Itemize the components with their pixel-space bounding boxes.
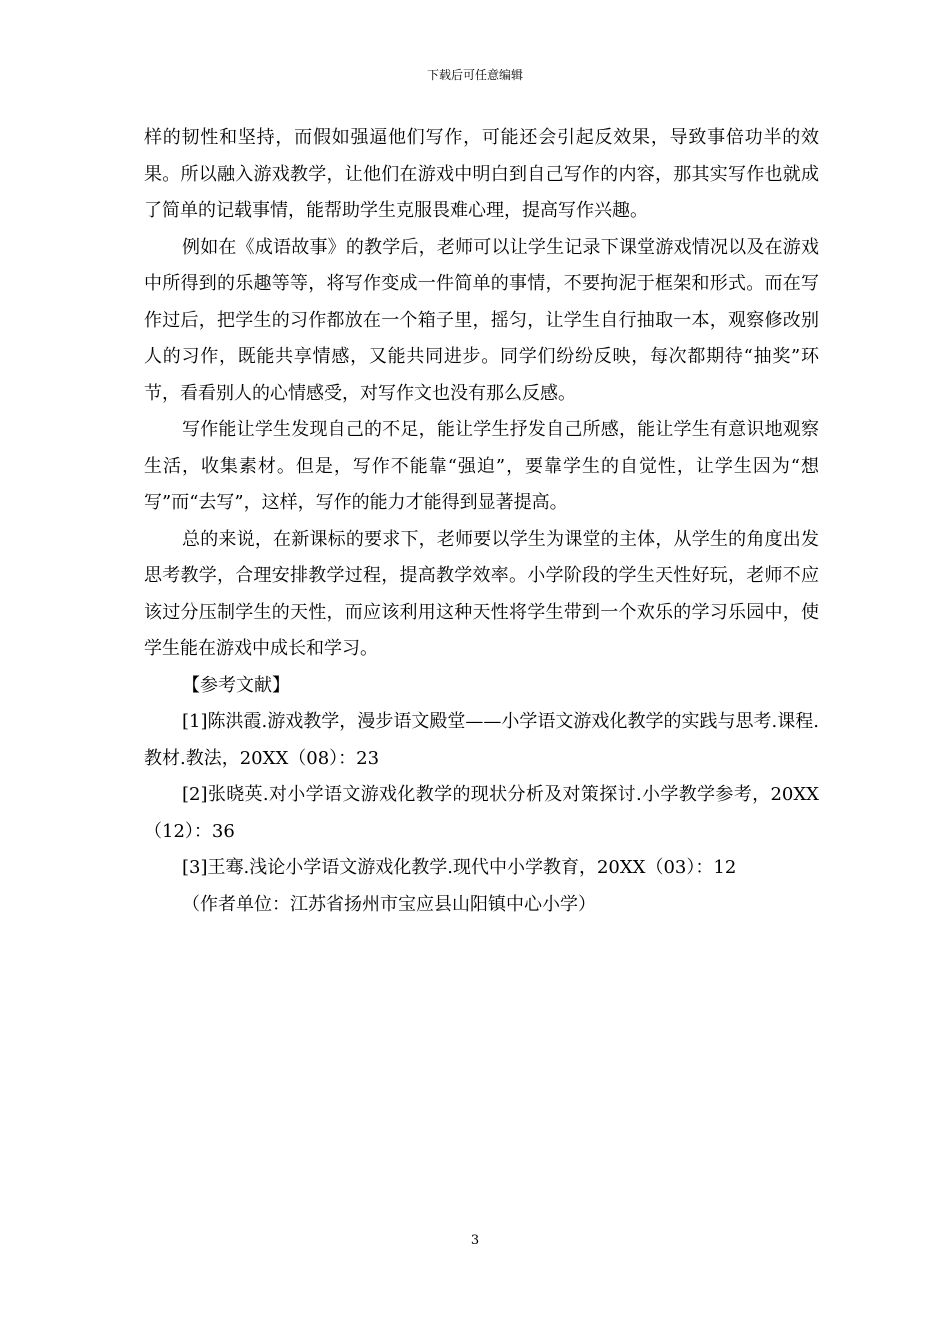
reference-item-2: [2]张晓英.对小学语文游戏化教学的现状分析及对策探讨.小学教学参考，20XX（12）：36 <box>144 784 819 842</box>
paragraph-writing-benefits: 写作能让学生发现自己的不足，能让学生抒发自己所感，能让学生有意识地观察生活，收集素材。但是，写作不能靠“强迫”，要靠学生的自觉性，让学生因为“想写”而“去写”，这样，写作的能力才能得到显著提高。 <box>144 419 819 513</box>
page-number: 3 <box>470 1233 480 1248</box>
reference-item-3: [3]王骞.浅论小学语文游戏化教学.现代中小学教育，20XX（03）：12 <box>182 857 737 878</box>
paragraph-continuation: 样的韧性和坚持，而假如强逼他们写作，可能还会引起反效果，导致事倍功半的效果。所以融入游戏教学，让他们在游戏中明白到自己写作的内容，那其实写作也就成了简单的记载事情，能帮助学生克服畏难心理，提高写作兴趣。 <box>144 127 819 221</box>
references-heading: 【参考文献】 <box>182 674 290 696</box>
reference-item-1: [1]陈洪霞.游戏教学，漫步语文殿堂——小学语文游戏化教学的实践与思考.课程.教材.教法，20XX（08）：23 <box>144 711 819 769</box>
document-body <box>144 120 819 923</box>
page-header: 下载后可任意编辑 <box>426 68 523 82</box>
paragraph-conclusion: 总的来说，在新课标的要求下，老师要以学生为课堂的主体，从学生的角度出发思考教学，合理安排教学过程，提高教学效率。小学阶段的学生天性好玩，老师不应该过分压制学生的天性，而应该利用这种天性将学生带到一个欢乐的学习乐园中，使学生能在游戏中成长和学习。 <box>144 528 819 659</box>
author-unit: （作者单位：江苏省扬州市宝应县山阳镇中心小学） <box>182 893 596 915</box>
paragraph-example: 例如在《成语故事》的教学后，老师可以让学生记录下课堂游戏情况以及在游戏中所得到的乐趣等等，将写作变成一件简单的事情，不要拘泥于框架和形式。而在写作过后，把学生的习作都放在一个箱子里，摇匀，让学生自行抽取一本，观察修改别人的习作，既能共享情感，又能共同进步。同学们纷纷反映，每次都期待“抽奖”环节，看看别人的心情感受，对写作文也没有那么反感。 <box>144 236 819 404</box>
